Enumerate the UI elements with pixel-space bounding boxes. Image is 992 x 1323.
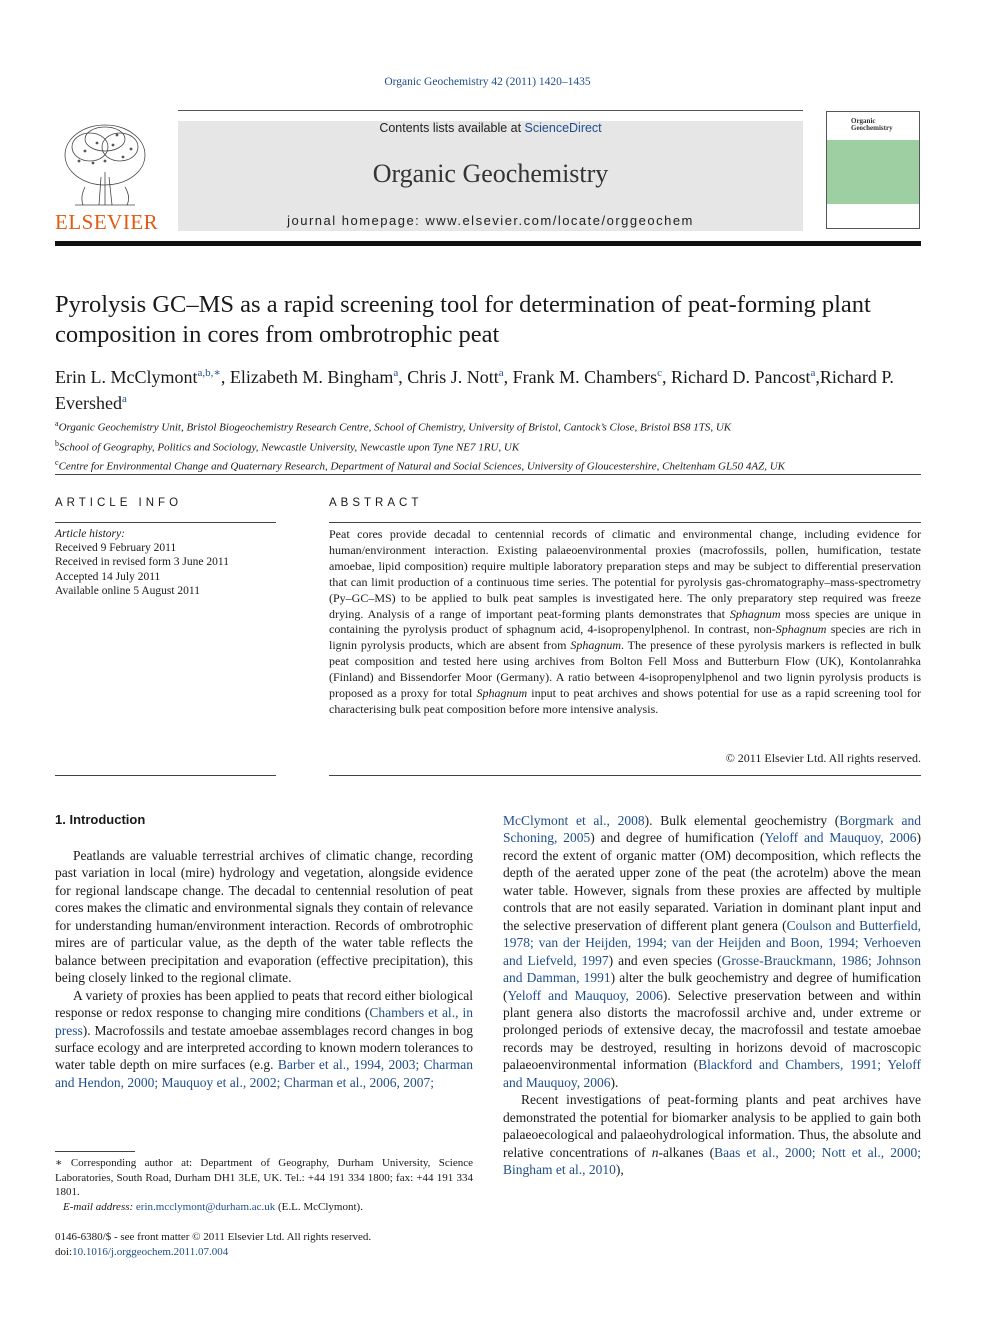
affiliation-text: Centre for Environmental Change and Quaternary Research, Department of Natural and Social Sciences, University of Gloucestershire, Cheltenham GL50 4AZ, UK — [58, 460, 785, 473]
history-label: Article history: — [55, 528, 125, 540]
article-info-rule-bottom — [55, 775, 276, 776]
footnote-rule — [55, 1151, 135, 1152]
affiliation-list — [55, 416, 925, 475]
article-title: Pyrolysis GC–MS as a rapid screening tool for determination of peat-forming plant composition in cores from ombrotrophic peat — [55, 291, 871, 348]
journal-homepage[interactable]: journal homepage: www.elsevier.com/locate/orggeochem — [287, 213, 694, 228]
affiliation-text: Organic Geochemistry Unit, Bristol Biogeochemistry Research Centre, School of Chemistry, University of Bristol, Cantock’s Close, Bristol BS8 1TS, UK — [58, 421, 732, 434]
author-affiliation-mark[interactable]: a — [393, 367, 399, 379]
ref-link[interactable]: Chambers et al., in press — [55, 1005, 473, 1038]
author-affiliation-mark[interactable]: a — [810, 367, 816, 379]
author-separator: , — [503, 367, 513, 387]
ref-link[interactable]: Grosse-Brauckmann, 1986; Johnson and Damman, 1991 — [503, 952, 921, 986]
article-info-rule-top — [55, 522, 276, 523]
issn-doi-block — [55, 1230, 473, 1259]
intro-paragraph-2: A variety of proxies has been applied to peats that record either biological response or redox response to changing mire conditions (Chambers et al., in press). Macrofossils and testate amoebae assemblages record changes in bog surface ecology and are interpreted according to known modern tolerances to water table depth on mire surfaces (e.g. Barber et al., 1994, 2003; Charman and Hendon, 2000; Mauquoy et al., 2002; Charman et al., 2006, 2007; — [55, 987, 473, 1090]
abstract-copyright: © 2011 Elsevier Ltd. All rights reserved. — [725, 751, 921, 765]
author-name: Erin L. McClymont — [55, 367, 198, 387]
ref-link[interactable]: Barber et al., 1994, 2003; Charman and Hendon, 2000; Mauquoy et al., 2002; Charman et al., 2006, 2007; — [55, 1057, 473, 1090]
intro-paragraph-1: Peatlands are valuable terrestrial archives of climatic change, recording past variation in local (mire) hydrology and vegetation, alongside evidence for regional landscape change. The decadal to centennial resolution of peat cores makes the climatic and environmental signals they contain of relevance for understanding human/environment interaction. Records of ombrotrophic mires are of particular value, as the depth of the water table reflects the balance between precipitation and evaporation (effective precipitation), this being closely linked to the regional climate. — [55, 848, 473, 986]
article-history — [55, 527, 276, 598]
ref-link[interactable]: Yeloff and Mauquoy, 2006 — [764, 830, 917, 846]
elsevier-wordmark: ELSEVIER — [55, 210, 159, 234]
intro-heading: 1. Introduction — [55, 812, 146, 827]
ref-link[interactable]: Blackford and Chambers, 1991; Yeloff and Mauquoy, 2006 — [503, 1057, 921, 1090]
author-name: Chris J. Nott — [407, 367, 499, 387]
history-online: Available online 5 August 2011 — [55, 584, 201, 597]
author-name: Frank M. Chambers — [512, 367, 658, 387]
header-divider — [178, 110, 803, 111]
doi-line: doi:10.1016/j.orggeochem.2011.07.004 — [55, 1245, 229, 1258]
author-separator: , — [662, 367, 671, 387]
affiliation-mark: c — [55, 458, 59, 468]
corresponding-author-footnote — [55, 1156, 473, 1214]
issn-line: 0146-6380/$ - see front matter © 2011 Elsevier Ltd. All rights reserved. — [55, 1231, 372, 1243]
affiliation-mark: b — [55, 438, 59, 448]
cover-band — [827, 140, 919, 204]
author-affiliation-mark[interactable]: a — [498, 367, 504, 379]
abstract-text: Peat cores provide decadal to centennial records of climatic and environmental change, including evidence for human/environment interaction. Existing palaeoenvironmental proxies (macrofossils, pollen, humification, testate amoebae, lipid composition) require multiple laboratory preparation steps and may be subject to differential preservation that can limit production of a continuous time series. The potential for pyrolysis gas-chromatography–mass-spectrometry (Py–GC–MS) to be applied to bulk peat samples is investigated here. The only preparatory step required was freeze drying. Analysis of a range of important peat-forming plants demonstrates that Sphagnum moss species are unique in containing the pyrolysis product of sphagnum acid, 4-isopropenylphenol. In contrast, non-Sphagnum species are rich in lignin pyrolysis products, which are absent from Sphagnum. The presence of these pyrolysis markers is reflected in bulk peat composition and tested here using archives from Bolton Fell Moss and Butterburn Flow (UK), Kontolanrahka (Finland) and Bissendorfer Moor (Germany). A ratio between 4-isopropenylphenol and two lignin pyrolysis products is proposed as a proxy for total Sphagnum input to peat archives and shows potential for use as a rapid screening tool for characterising bulk peat composition before more intensive analysis. — [329, 527, 921, 716]
intro-paragraph-3: Recent investigations of peat-forming plants and peat archives have demonstrated the potential for biomarker analysis to be applied to gain both palaeoecological and palaeohydrological information. Thus, the absolute and relative concentrations of n-alkanes (Baas et al., 2000; Nott et al., 2000; Bingham et al., 2010), — [503, 1092, 921, 1178]
author-name: Elizabeth M. Bingham — [229, 367, 394, 387]
history-accepted: Accepted 14 July 2011 — [55, 570, 161, 583]
history-received: Received 9 February 2011 — [55, 542, 177, 555]
header-thick-rule — [55, 241, 921, 246]
affiliation-item — [55, 416, 925, 436]
journal-citation[interactable]: Organic Geochemistry 42 (2011) 1420–1435 — [384, 76, 591, 88]
journal-cover-thumbnail — [826, 111, 920, 229]
ref-link[interactable]: Baas et al., 2000; Nott et al., 2000; Bingham et al., 2010 — [503, 1144, 921, 1178]
ref-link[interactable]: Coulson and Butterfield, 1978; van der Heijden, 1994; van der Heijden and Boon, 1994; Verhoeven and Liefveld, 1997 — [503, 917, 922, 968]
author-separator: , — [815, 367, 820, 387]
affiliation-item — [55, 436, 925, 456]
sciencedirect-link[interactable]: ScienceDirect — [524, 121, 602, 135]
affiliation-text: School of Geography, Politics and Sociology, Newcastle University, Newcastle upon Tyne NE7 1RU, UK — [59, 441, 520, 454]
abstract-rule-bottom — [329, 775, 921, 776]
author-separator: , — [220, 367, 230, 387]
right-column — [503, 812, 921, 1179]
cover-title: Organic Geochemistry — [851, 117, 893, 132]
journal-banner — [178, 121, 803, 231]
article-info-heading: ARTICLE INFO — [55, 497, 183, 509]
affiliation-item — [55, 455, 925, 475]
ref-link[interactable]: Yeloff and Mauquoy, 2006 — [507, 987, 663, 1003]
left-column — [55, 847, 473, 1091]
author-affiliation-mark[interactable]: a — [121, 393, 127, 405]
affiliation-divider — [55, 474, 921, 475]
author-list — [55, 362, 925, 414]
author-name: Richard D. Pancost — [671, 367, 811, 387]
author-separator: , — [398, 367, 408, 387]
email-link[interactable]: erin.mcclymont@durham.ac.uk — [135, 1200, 276, 1213]
history-revised: Received in revised form 3 June 2011 — [55, 556, 229, 569]
affiliation-mark: a — [55, 419, 59, 428]
doi-link[interactable]: 10.1016/j.orggeochem.2011.07.004 — [72, 1245, 229, 1258]
abstract-rule-top — [329, 522, 921, 523]
journal-title: Organic Geochemistry — [372, 159, 609, 188]
footnote-email-line: E-mail address: erin.mcclymont@durham.ac.uk (E.L. McClymont). — [63, 1200, 363, 1213]
ref-link[interactable]: McClymont et al., 2008 — [503, 813, 645, 828]
author-affiliation-mark[interactable]: c — [657, 367, 662, 379]
author-name: Richard P. Evershed — [55, 367, 894, 413]
footnote-address: ∗ Corresponding author at: Department of Geography, Durham University, Science Laboratories, South Road, Durham DH1 3LE, UK. Tel.: +44 191 334 1800; fax: +44 191 334 1801. — [55, 1157, 473, 1198]
author-affiliation-mark[interactable]: a,b,∗ — [197, 367, 221, 379]
ref-link[interactable]: Borgmark and Schoning, 2005 — [503, 813, 921, 846]
intro-paragraph-2-cont: McClymont et al., 2008). Bulk elemental geochemistry (Borgmark and Schoning, 2005) and degree of humification (Yeloff and Mauquoy, 2006) record the extent of organic matter (OM) decomposition, which reflects the depth of the aerated upper zone of the peat (the acrotelm) above the mean water table. However, signals from these proxies are affected by multiple controls that are not easily separated. Variation in dominant plant input and the selective preservation of different plant genera (Coulson and Butterfield, 1978; van der Heijden, 1994; van der Heijden and Boon, 1994; Verhoeven and Liefveld, 1997) and even species (Grosse-Brauckmann, 1986; Johnson and Damman, 1991) alter the bulk geochemistry and degree of humification (Yeloff and Mauquoy, 2006). Selective preservation between and within plant genera also distorts the macrofossil archive and, under extreme or prolonged periods of extensive decay, the macrofossil and testate amoebae records may be destroyed, resulting in horizons devoid of macroscopic palaeoenvironmental information (Blackford and Chambers, 1991; Yeloff and Mauquoy, 2006). — [503, 813, 922, 1090]
contents-line: Contents lists available at ScienceDirect — [379, 121, 602, 135]
abstract-heading: ABSTRACT — [329, 497, 423, 509]
